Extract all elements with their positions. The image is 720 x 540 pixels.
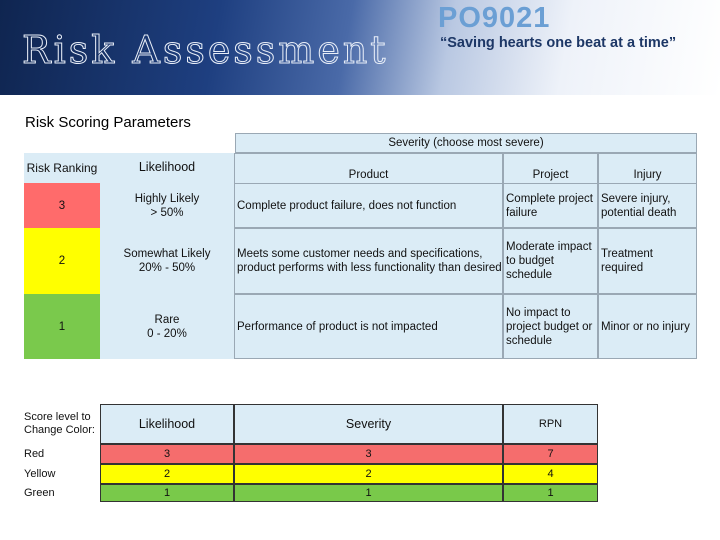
tagline: “Saving hearts one beat at a time” [440, 35, 677, 51]
likelihood-label: Rare [154, 313, 180, 326]
slide-title: Risk Assessment [22, 28, 389, 72]
rank-cell-medium: 2 [24, 228, 100, 294]
col-header-project: Project [503, 153, 598, 184]
likelihood-cell-medium [100, 228, 234, 294]
score-level-label: Score level to Change Color: [24, 404, 100, 444]
product-cell-medium: Meets some customer needs and specifications, product performs with less functionality than desired [234, 228, 503, 294]
likelihood-label: Somewhat Likely [123, 248, 211, 260]
threshold-green-severity: 1 [234, 484, 503, 502]
project-cell-low: No impact to project budget or schedule [503, 294, 598, 359]
rank-cell-high: 3 [24, 183, 100, 228]
project-cell-medium: Moderate impact to budget schedule [503, 228, 598, 294]
likelihood-cell-high [100, 183, 234, 228]
col-header-product: Product [234, 153, 503, 184]
likelihood-range: 0 - 20% [147, 327, 187, 340]
section-subtitle: Risk Scoring Parameters [25, 114, 191, 131]
col-header-rpn: RPN [503, 404, 598, 444]
threshold-yellow-likelihood: 2 [100, 464, 234, 484]
likelihood-label: Highly Likely [134, 192, 200, 205]
injury-cell-low: Minor or no injury [598, 294, 697, 359]
col-header-ranking: Risk Ranking [24, 153, 100, 183]
col-header-severity-threshold: Severity [234, 404, 503, 444]
col-header-likelihood-threshold: Likelihood [100, 404, 234, 444]
likelihood-range: > 50% [150, 206, 184, 219]
col-header-likelihood: Likelihood [100, 153, 234, 183]
threshold-label-yellow: Yellow [24, 464, 100, 484]
threshold-yellow-rpn: 4 [503, 464, 598, 484]
header-banner [0, 0, 720, 95]
threshold-green-rpn: 1 [503, 484, 598, 502]
severity-header: Severity (choose most severe) [235, 133, 697, 153]
threshold-red-severity: 3 [234, 444, 503, 464]
threshold-label-green: Green [24, 484, 100, 502]
project-code-logo: PO9021 [438, 2, 551, 34]
threshold-yellow-severity: 2 [234, 464, 503, 484]
col-header-injury: Injury [598, 153, 697, 184]
rank-cell-low: 1 [24, 294, 100, 359]
likelihood-range: 20% - 50% [138, 262, 196, 274]
threshold-label-red: Red [24, 444, 100, 464]
threshold-green-likelihood: 1 [100, 484, 234, 502]
likelihood-cell-low [100, 294, 234, 359]
injury-cell-high: Severe injury, potential death [598, 183, 697, 228]
injury-cell-medium: Treatment required [598, 228, 697, 294]
project-cell-high: Complete project failure [503, 183, 598, 228]
threshold-red-likelihood: 3 [100, 444, 234, 464]
product-cell-high: Complete product failure, does not function [234, 183, 503, 228]
threshold-red-rpn: 7 [503, 444, 598, 464]
product-cell-low: Performance of product is not impacted [234, 294, 503, 359]
